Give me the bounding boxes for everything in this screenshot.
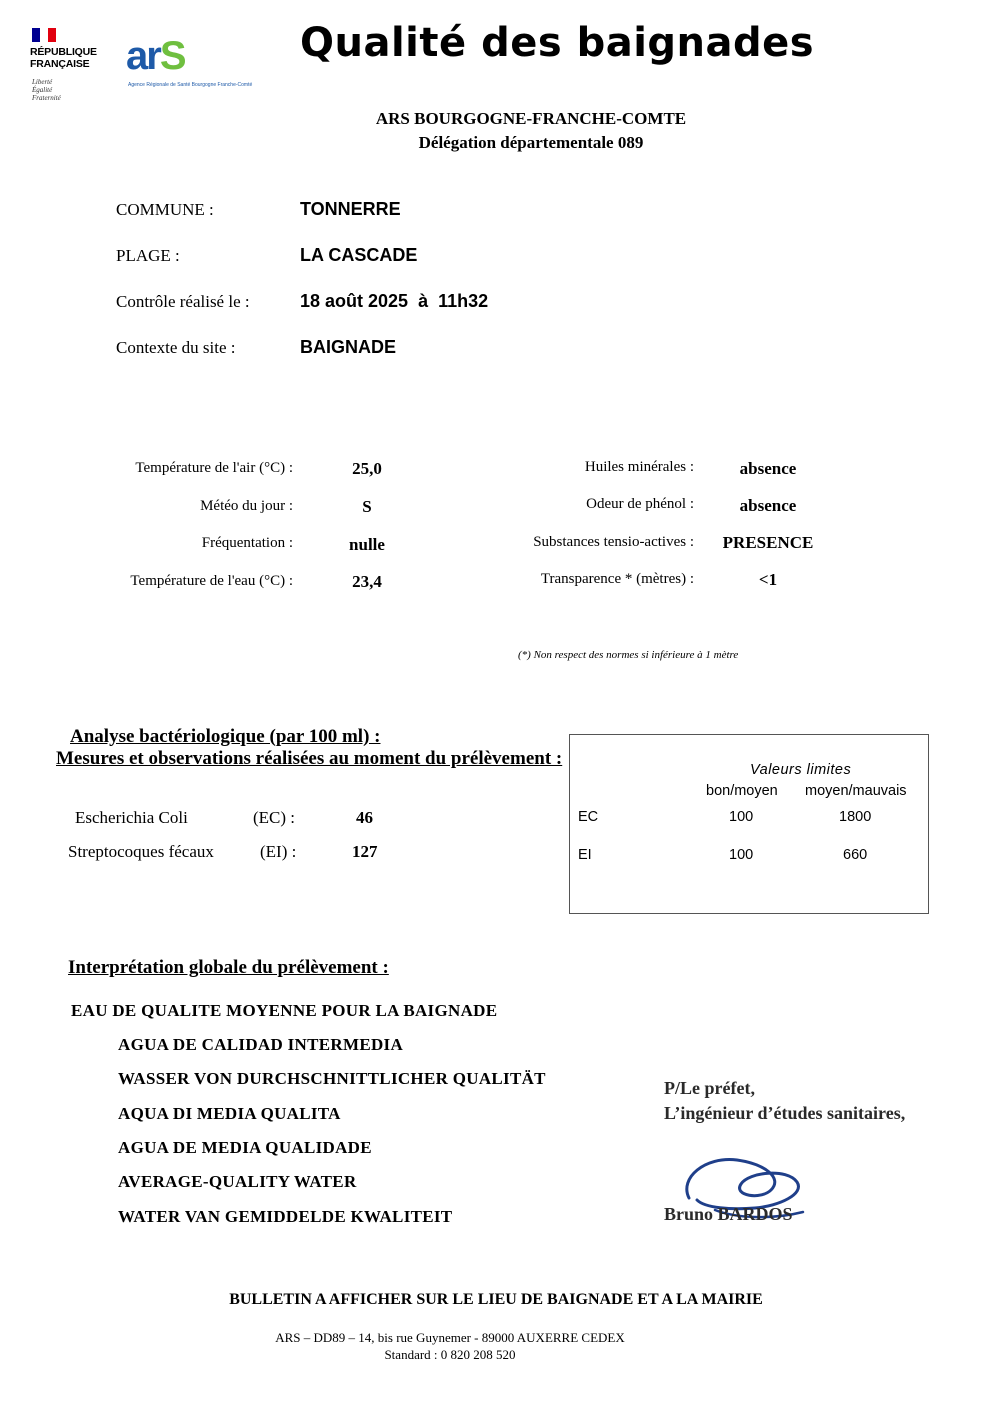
interpretation-es: AGUA DE CALIDAD INTERMEDIA: [118, 1035, 404, 1054]
transparency-footnote: (*) Non respect des normes si inférieure à 1 mètre: [518, 649, 739, 661]
republique-francaise-logo: [28, 28, 100, 108]
mineral-oils-label: Huiles minérales :: [584, 459, 694, 475]
surfactants-label: Substances tensio-actives :: [533, 534, 694, 550]
plage-value: LA CASCADE: [300, 245, 418, 265]
ecoli-value: 46: [356, 808, 373, 827]
limits-title: Valeurs limites: [750, 762, 852, 778]
water-temperature-label: Température de l'eau (°C) :: [130, 573, 293, 589]
signature-role-line: L’ingénieur d’études sanitaires,: [664, 1103, 906, 1123]
contexte-value: BAIGNADE: [300, 337, 397, 357]
signatory-name: Bruno BARDOS: [664, 1204, 793, 1224]
limits-ec-code: EC: [578, 809, 599, 825]
rf-line2: FRANÇAISE: [30, 58, 90, 70]
limit-values-box: [569, 734, 929, 914]
rf-line1: RÉPUBLIQUE: [30, 46, 97, 58]
agency-name: ARS BOURGOGNE-FRANCHE-COMTE: [375, 109, 687, 128]
phenol-odor-label: Odeur de phénol :: [586, 496, 694, 512]
rf-motto-2: Égalité: [32, 86, 53, 94]
interpretation-pt: AGUA DE MEDIA QUALIDADE: [118, 1138, 372, 1157]
commune-value: TONNERRE: [300, 199, 401, 219]
transparency-label: Transparence * (mètres) :: [540, 571, 694, 587]
streptococci-name: Streptocoques fécaux: [68, 842, 214, 861]
footer-address: ARS – DD89 – 14, bis rue Guynemer - 89000 AUXERRE CEDEX: [275, 1330, 625, 1345]
analysis-heading: Analyse bactériologique (par 100 ml) :: [70, 726, 381, 747]
signature-block: [655, 1073, 945, 1243]
controle-value: 18 août 2025 à 11h32: [300, 291, 489, 311]
footer-phone: Standard : 0 820 208 520: [384, 1347, 516, 1362]
interpretation-it: AQUA DI MEDIA QUALITA: [118, 1104, 341, 1123]
interpretation-de: WASSER VON DURCHSCHNITTLICHER QUALITÄT: [118, 1069, 546, 1088]
interpretation-main: EAU DE QUALITE MOYENNE POUR LA BAIGNADE: [71, 1001, 498, 1020]
posting-instruction: BULLETIN A AFFICHER SUR LE LIEU DE BAIGNADE ET A LA MAIRIE: [229, 1291, 763, 1308]
rf-motto-1: Liberté: [32, 78, 53, 86]
water-temperature-value: 23,4: [352, 572, 382, 591]
ecoli-code: (EC) :: [253, 808, 296, 827]
limits-col-good-average: bon/moyen: [706, 783, 778, 799]
limits-ec-average-poor: 1800: [839, 809, 872, 825]
interpretation-nl: WATER VAN GEMIDDELDE KWALITEIT: [118, 1207, 453, 1226]
phenol-odor-value: absence: [739, 496, 797, 515]
limits-ei-code: EI: [578, 847, 592, 863]
commune-label: COMMUNE :: [116, 200, 214, 219]
limits-col-average-poor: moyen/mauvais: [805, 783, 907, 799]
page-title: Qualité des baignades: [300, 20, 815, 66]
controle-label: Contrôle réalisé le :: [116, 292, 250, 311]
weather-value: S: [362, 497, 372, 516]
attendance-value: nulle: [349, 535, 385, 554]
streptococci-value: 127: [352, 842, 378, 861]
contexte-label: Contexte du site :: [116, 338, 236, 357]
weather-label: Météo du jour :: [200, 498, 293, 514]
analysis-subheading: Mesures et observations réalisées au moment du prélèvement :: [56, 748, 563, 769]
mineral-oils-value: absence: [739, 459, 797, 478]
rf-motto-3: Fraternité: [32, 94, 61, 102]
ars-s-letter: S: [159, 34, 185, 78]
limits-ec-good-average: 100: [729, 809, 754, 825]
air-temperature-label: Température de l'air (°C) :: [135, 460, 293, 476]
ecoli-name: Escherichia Coli: [75, 808, 188, 827]
ars-subtitle: Agence Régionale de Santé Bourgogne Franche-Comté: [128, 82, 253, 88]
french-flag-icon: [32, 28, 56, 42]
signature-prefect-line: P/Le préfet,: [664, 1078, 755, 1098]
attendance-label: Fréquentation :: [201, 535, 293, 551]
interpretation-heading: Interprétation globale du prélèvement :: [68, 957, 389, 978]
streptococci-code: (EI) :: [260, 842, 297, 861]
interpretation-en: AVERAGE-QUALITY WATER: [118, 1172, 357, 1191]
delegation-name: Délégation départementale 089: [418, 133, 644, 152]
ars-logo: [126, 34, 253, 104]
ars-letters: ar: [126, 34, 160, 78]
limits-ei-average-poor: 660: [843, 847, 868, 863]
plage-label: PLAGE :: [116, 246, 180, 265]
surfactants-value: PRESENCE: [722, 533, 814, 552]
limits-ei-good-average: 100: [729, 847, 754, 863]
air-temperature-value: 25,0: [352, 459, 382, 478]
transparency-value: <1: [758, 570, 778, 589]
